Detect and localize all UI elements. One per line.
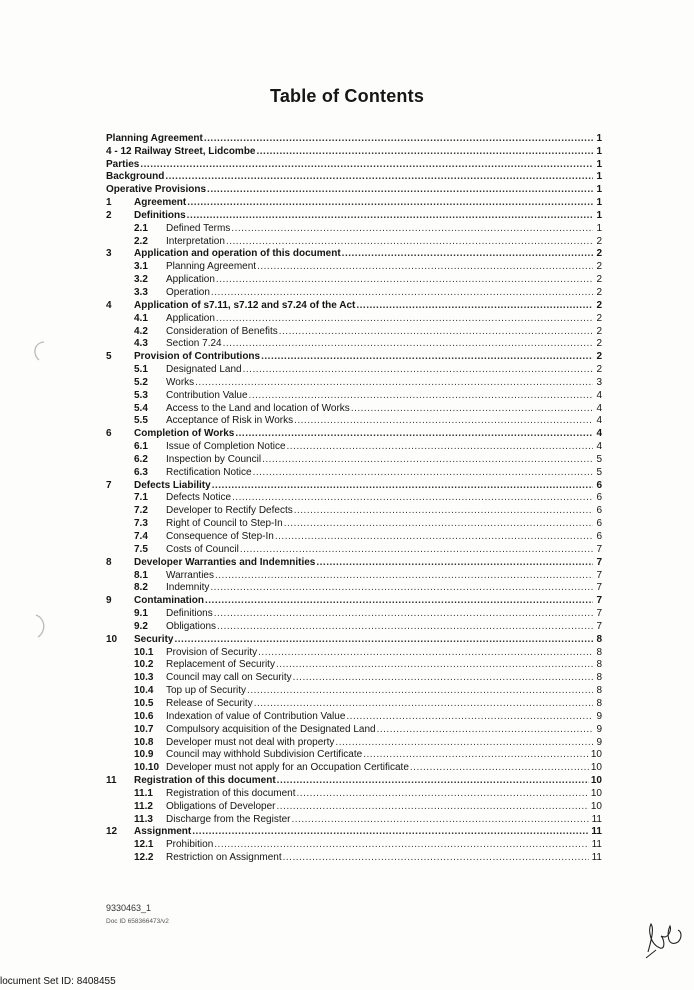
toc-page-number: 2 <box>596 338 602 350</box>
toc-leader-dots <box>235 428 593 440</box>
toc-label: Top up of Security <box>166 685 247 697</box>
document-set-id: locument Set ID: 8408455 <box>0 976 116 987</box>
toc-label: Inspection by Council <box>166 453 262 465</box>
toc-row <box>106 158 602 171</box>
toc-row <box>106 633 602 646</box>
toc-number: 5.1 <box>134 364 148 376</box>
toc-row <box>106 787 602 800</box>
toc-number: 9.2 <box>134 620 148 632</box>
toc-label: Planning Agreement <box>166 261 257 273</box>
toc-row <box>106 222 602 235</box>
toc-page-number: 2 <box>596 286 602 298</box>
toc-label: Registration of this document <box>166 787 296 799</box>
toc-leader-dots <box>226 236 593 248</box>
scan-artifact-mark <box>30 340 52 364</box>
toc-row <box>106 813 602 826</box>
toc-row <box>106 479 602 492</box>
toc-page-number: 7 <box>596 595 602 607</box>
toc-number: 3 <box>106 248 112 260</box>
toc-number: 5 <box>106 351 112 363</box>
page-title: Table of Contents <box>269 86 425 106</box>
toc-page-number: 7 <box>596 569 602 581</box>
toc-label: Operation <box>166 286 210 298</box>
toc-row <box>106 312 602 325</box>
toc-number: 10.10 <box>134 762 160 774</box>
toc-page-number: 8 <box>596 697 602 709</box>
toc-row <box>106 196 602 209</box>
toc-label: Consideration of Benefits <box>166 325 278 337</box>
toc-row <box>106 363 602 376</box>
toc-label: Release of Security <box>166 697 253 709</box>
toc-page-number: 7 <box>596 556 602 568</box>
toc-label: Defects Notice <box>166 492 232 504</box>
toc-number: 10 <box>106 633 118 645</box>
toc-page-number: 2 <box>596 235 602 247</box>
toc-leader-dots <box>316 557 593 569</box>
toc-row <box>106 235 602 248</box>
toc-label: Registration of this document <box>134 775 276 787</box>
toc-row <box>106 582 602 595</box>
toc-row <box>106 530 602 543</box>
toc-row <box>106 389 602 402</box>
toc-leader-dots <box>276 659 593 671</box>
toc-page-number: 4 <box>596 441 602 453</box>
toc-page-number: 11 <box>591 813 602 825</box>
toc-row <box>106 594 602 607</box>
toc-leader-dots <box>283 852 589 864</box>
toc-number: 3.1 <box>134 261 148 273</box>
toc-page-number: 1 <box>596 197 602 209</box>
toc-page-number: 2 <box>596 299 602 311</box>
toc-label: Rectification Notice <box>166 466 252 478</box>
toc-page-number: 4 <box>596 428 602 440</box>
toc-page-number: 11 <box>591 826 602 838</box>
toc-row <box>106 299 602 312</box>
toc-leader-dots <box>249 390 593 402</box>
toc-page-number: 4 <box>596 415 602 427</box>
toc-page-number: 7 <box>596 582 602 594</box>
toc-row <box>106 492 602 505</box>
toc-row <box>106 415 602 428</box>
toc-page-number: 5 <box>596 453 602 465</box>
handwritten-initials-signature <box>642 918 686 962</box>
toc-row <box>106 684 602 697</box>
toc-row <box>106 697 602 710</box>
toc-number: 10.2 <box>134 659 154 671</box>
toc-leader-dots <box>216 274 593 286</box>
toc-label: Indemnity <box>166 582 210 594</box>
toc-row <box>106 517 602 530</box>
toc-leader-dots <box>377 724 593 736</box>
toc-page-number: 2 <box>596 248 602 260</box>
toc-number: 7.3 <box>134 518 148 530</box>
toc-label: Application of s7.11, s7.12 and s7.24 of the Act <box>134 299 356 311</box>
toc-label: Council may withhold Subdivision Certificate <box>166 749 363 761</box>
toc-row <box>106 132 602 145</box>
toc-label: Obligations <box>166 620 217 632</box>
toc-number: 7 <box>106 479 112 491</box>
toc-label: Provision of Security <box>166 646 258 658</box>
toc-leader-dots <box>257 261 593 273</box>
toc-page-number: 10 <box>590 749 602 761</box>
toc-number: 11 <box>106 775 117 787</box>
toc-number: 1 <box>106 197 112 209</box>
toc-row <box>106 556 602 569</box>
toc-leader-dots <box>261 351 593 363</box>
toc-leader-dots <box>292 814 590 826</box>
toc-number: 3.2 <box>134 274 148 286</box>
toc-leader-dots <box>293 672 593 684</box>
toc-leader-dots <box>223 338 593 350</box>
toc-label: Consequence of Step-In <box>166 531 274 542</box>
toc-label: Provision of Contributions <box>134 351 261 363</box>
footer-code: 9330463_1 <box>106 903 152 913</box>
toc-label: Costs of Council <box>166 543 239 555</box>
toc-label: Issue of Completion Notice <box>166 441 286 453</box>
toc-number: 10.3 <box>134 672 154 684</box>
toc-leader-dots <box>232 492 593 504</box>
toc-row <box>106 504 602 517</box>
toc-page-number: 8 <box>596 633 602 645</box>
toc-row <box>106 851 602 864</box>
toc-label: Access to the Land and location of Works <box>166 402 350 414</box>
toc-row <box>106 671 602 684</box>
toc-row <box>106 749 602 762</box>
toc-number: 6.1 <box>134 441 148 453</box>
toc-number: 11.3 <box>134 813 153 825</box>
toc-leader-dots <box>165 171 593 183</box>
toc-label: Completion of Works <box>134 428 235 440</box>
toc-number: 5.3 <box>134 389 148 401</box>
toc-page-number: 9 <box>596 710 602 722</box>
toc-leader-dots <box>214 608 593 620</box>
toc-label: Compulsory acquisition of the Designated Land <box>166 723 376 735</box>
toc-leader-dots <box>294 505 593 517</box>
toc-label: Developer must not apply for an Occupation Certificate <box>166 762 409 774</box>
toc-page-number: 2 <box>596 364 602 376</box>
toc-label: Application and operation of this document <box>134 248 341 260</box>
toc-row <box>106 723 602 736</box>
toc-leader-dots <box>192 826 589 838</box>
toc-leader-dots <box>195 377 593 389</box>
toc-leader-dots <box>211 287 593 299</box>
toc-leader-dots <box>187 197 593 209</box>
toc-label: Replacement of Security <box>166 659 275 671</box>
toc-number: 12.2 <box>134 852 154 864</box>
toc-leader-dots <box>247 685 593 697</box>
toc-row <box>106 453 602 466</box>
toc-label: Defects Liability <box>134 479 211 491</box>
toc-page-number: 4 <box>596 402 602 414</box>
toc-label: Definitions <box>134 209 186 221</box>
toc-leader-dots <box>205 595 593 607</box>
toc-row <box>106 838 602 851</box>
toc-row <box>106 338 602 351</box>
toc-row <box>106 466 602 479</box>
toc-row <box>106 774 602 787</box>
toc-label: Application <box>166 274 215 286</box>
toc-number: 7.1 <box>134 492 148 504</box>
toc-label: 4 - 12 Railway Street, Lidcombe <box>106 145 256 157</box>
toc-row <box>106 659 602 672</box>
toc-number: 2.2 <box>134 235 148 247</box>
toc-page-number: 4 <box>596 389 602 401</box>
toc-page-number: 6 <box>596 518 602 530</box>
toc-page-number: 2 <box>596 312 602 324</box>
toc-page-number: 7 <box>596 608 602 620</box>
toc-number: 7.2 <box>134 505 148 517</box>
toc-page-number: 9 <box>596 723 602 735</box>
toc-row <box>106 209 602 222</box>
toc-page-number: 2 <box>596 351 602 363</box>
toc-leader-dots <box>204 133 593 145</box>
toc-number: 10.7 <box>134 723 154 735</box>
toc-row <box>106 826 602 839</box>
toc-leader-dots <box>140 159 593 171</box>
toc-number: 5.4 <box>134 402 148 414</box>
toc-number: 6.2 <box>134 453 148 465</box>
toc-label: Developer must not deal with property <box>166 736 335 748</box>
toc-page-number: 2 <box>596 325 602 337</box>
table-of-contents <box>106 132 602 864</box>
toc-page-number: 5 <box>596 466 602 478</box>
toc-leader-dots <box>174 634 593 646</box>
toc-leader-dots <box>410 762 589 774</box>
toc-page-number: 1 <box>596 132 602 144</box>
toc-page-number: 7 <box>596 543 602 555</box>
toc-number: 4.3 <box>134 338 148 350</box>
toc-number: 4.2 <box>134 325 148 337</box>
toc-label: Developer Warranties and Indemnities <box>134 556 316 568</box>
toc-row <box>106 402 602 415</box>
toc-label: Discharge from the Register <box>166 813 291 825</box>
toc-label: Indexation of value of Contribution Value <box>166 710 346 722</box>
toc-leader-dots <box>294 415 593 427</box>
toc-page-number: 6 <box>596 479 602 491</box>
toc-number: 10.4 <box>134 685 154 697</box>
toc-row <box>106 736 602 749</box>
toc-label: Background <box>106 171 165 183</box>
toc-leader-dots <box>279 326 593 338</box>
toc-row <box>106 646 602 659</box>
toc-page-number: 7 <box>596 620 602 632</box>
toc-page-number: 1 <box>596 145 602 157</box>
toc-leader-dots <box>243 364 593 376</box>
toc-label: Works <box>166 376 195 388</box>
toc-number: 2.1 <box>134 222 148 234</box>
toc-leader-dots <box>277 801 589 813</box>
toc-page-number: 8 <box>596 659 602 671</box>
toc-number: 10.9 <box>134 749 154 761</box>
toc-label: Warranties <box>166 569 214 581</box>
toc-row <box>106 376 602 389</box>
toc-leader-dots <box>262 454 593 466</box>
toc-number: 12.1 <box>134 839 154 851</box>
scan-artifact-mark <box>30 612 52 640</box>
toc-leader-dots <box>346 711 593 723</box>
toc-row <box>106 427 602 440</box>
toc-page-number: 10 <box>590 775 602 787</box>
toc-page-number: 2 <box>596 261 602 273</box>
toc-number: 10.6 <box>134 710 154 722</box>
toc-label: Security <box>134 633 174 645</box>
toc-leader-dots <box>257 146 594 158</box>
toc-number: 8 <box>106 556 112 568</box>
toc-page-number: 10 <box>590 762 602 774</box>
toc-leader-dots <box>351 403 593 415</box>
toc-leader-dots <box>253 467 593 479</box>
toc-label: Restriction on Assignment <box>166 852 282 864</box>
toc-number: 5.5 <box>134 415 148 427</box>
toc-row <box>106 325 602 338</box>
toc-row <box>106 607 602 620</box>
toc-page-number: 10 <box>590 787 602 799</box>
toc-label: Operative Provisions <box>106 184 207 196</box>
toc-label: Planning Agreement <box>106 132 203 144</box>
toc-page-number: 11 <box>591 852 602 864</box>
toc-row <box>106 260 602 273</box>
toc-page-number: 1 <box>596 184 602 196</box>
toc-leader-dots <box>210 582 593 594</box>
toc-number: 9.1 <box>134 608 148 620</box>
toc-leader-dots <box>240 544 593 556</box>
toc-leader-dots <box>356 300 593 312</box>
toc-row <box>106 145 602 158</box>
toc-row <box>106 440 602 453</box>
toc-page-number: 1 <box>596 171 602 183</box>
toc-page-number: 1 <box>596 209 602 221</box>
toc-label: Council may call on Security <box>166 672 292 684</box>
toc-label: Designated Land <box>166 364 242 376</box>
toc-number: 9 <box>106 595 112 607</box>
toc-row <box>106 543 602 556</box>
toc-page-number: 3 <box>596 376 602 388</box>
toc-number: 3.3 <box>134 286 148 298</box>
toc-leader-dots <box>284 518 593 530</box>
toc-leader-dots <box>217 621 593 633</box>
toc-row <box>106 569 602 582</box>
toc-row <box>106 620 602 633</box>
toc-number: 5.2 <box>134 376 148 388</box>
toc-label: Definitions <box>166 608 213 620</box>
toc-number: 10.1 <box>134 646 154 658</box>
toc-label: Contamination <box>134 595 204 607</box>
toc-label: Developer to Rectify Defects <box>166 505 293 517</box>
toc-label: Application <box>166 312 215 324</box>
toc-label: Prohibition <box>166 839 214 851</box>
toc-row <box>106 761 602 774</box>
toc-row <box>106 350 602 363</box>
toc-page-number: 10 <box>590 800 602 812</box>
toc-number: 10.8 <box>134 736 154 748</box>
toc-number: 11.1 <box>134 787 153 799</box>
toc-number: 7.5 <box>134 543 148 555</box>
toc-leader-dots <box>216 313 593 325</box>
toc-leader-dots <box>207 184 593 196</box>
toc-page-number: 1 <box>596 158 602 170</box>
toc-leader-dots <box>215 570 593 582</box>
toc-row <box>106 286 602 299</box>
toc-row <box>106 710 602 723</box>
toc-leader-dots <box>254 698 593 710</box>
toc-label: Contribution Value <box>166 389 248 401</box>
toc-number: 4.1 <box>134 312 148 324</box>
toc-page-number: 6 <box>596 531 602 542</box>
toc-label: Defined Terms <box>166 222 231 234</box>
toc-row <box>106 800 602 813</box>
toc-label: Assignment <box>134 826 192 838</box>
toc-page-number: 9 <box>596 736 602 748</box>
toc-leader-dots <box>258 647 593 659</box>
footer-doc-id: Doc ID 658366473/v2 <box>106 918 169 925</box>
toc-page-number: 1 <box>596 222 602 234</box>
toc-leader-dots <box>297 788 589 800</box>
toc-leader-dots <box>212 480 593 492</box>
toc-page-number: 8 <box>596 646 602 658</box>
toc-number: 10.5 <box>134 697 154 709</box>
toc-page-number: 6 <box>596 492 602 504</box>
toc-number: 6 <box>106 428 112 440</box>
toc-number: 12 <box>106 826 118 838</box>
toc-leader-dots <box>342 248 593 260</box>
toc-number: 2 <box>106 209 112 221</box>
toc-label: Acceptance of Risk in Works <box>166 415 294 427</box>
toc-page-number: 8 <box>596 672 602 684</box>
toc-number: 7.4 <box>134 531 148 542</box>
toc-number: 8.1 <box>134 569 148 581</box>
toc-label: Interpretation <box>166 235 225 247</box>
toc-row <box>106 248 602 261</box>
toc-leader-dots <box>187 210 593 222</box>
toc-leader-dots <box>231 223 593 235</box>
toc-label: Right of Council to Step-In <box>166 518 283 530</box>
toc-page-number: 11 <box>591 839 602 851</box>
toc-label: Agreement <box>134 197 187 209</box>
toc-row <box>106 183 602 196</box>
toc-number: 11.2 <box>134 800 153 812</box>
toc-leader-dots <box>335 737 593 749</box>
toc-leader-dots <box>287 441 593 453</box>
toc-row <box>106 273 602 286</box>
toc-page-number: 2 <box>596 274 602 286</box>
toc-row <box>106 171 602 184</box>
toc-leader-dots <box>277 775 589 787</box>
toc-leader-dots <box>214 839 589 851</box>
toc-label: Parties <box>106 158 140 170</box>
toc-label: Section 7.24 <box>166 338 222 350</box>
toc-leader-dots <box>275 531 593 543</box>
toc-label: Obligations of Developer <box>166 800 276 812</box>
toc-number: 6.3 <box>134 466 148 478</box>
toc-leader-dots <box>363 749 589 761</box>
toc-page-number: 8 <box>596 685 602 697</box>
toc-page-number: 6 <box>596 505 602 517</box>
toc-number: 8.2 <box>134 582 148 594</box>
toc-number: 4 <box>106 299 112 311</box>
